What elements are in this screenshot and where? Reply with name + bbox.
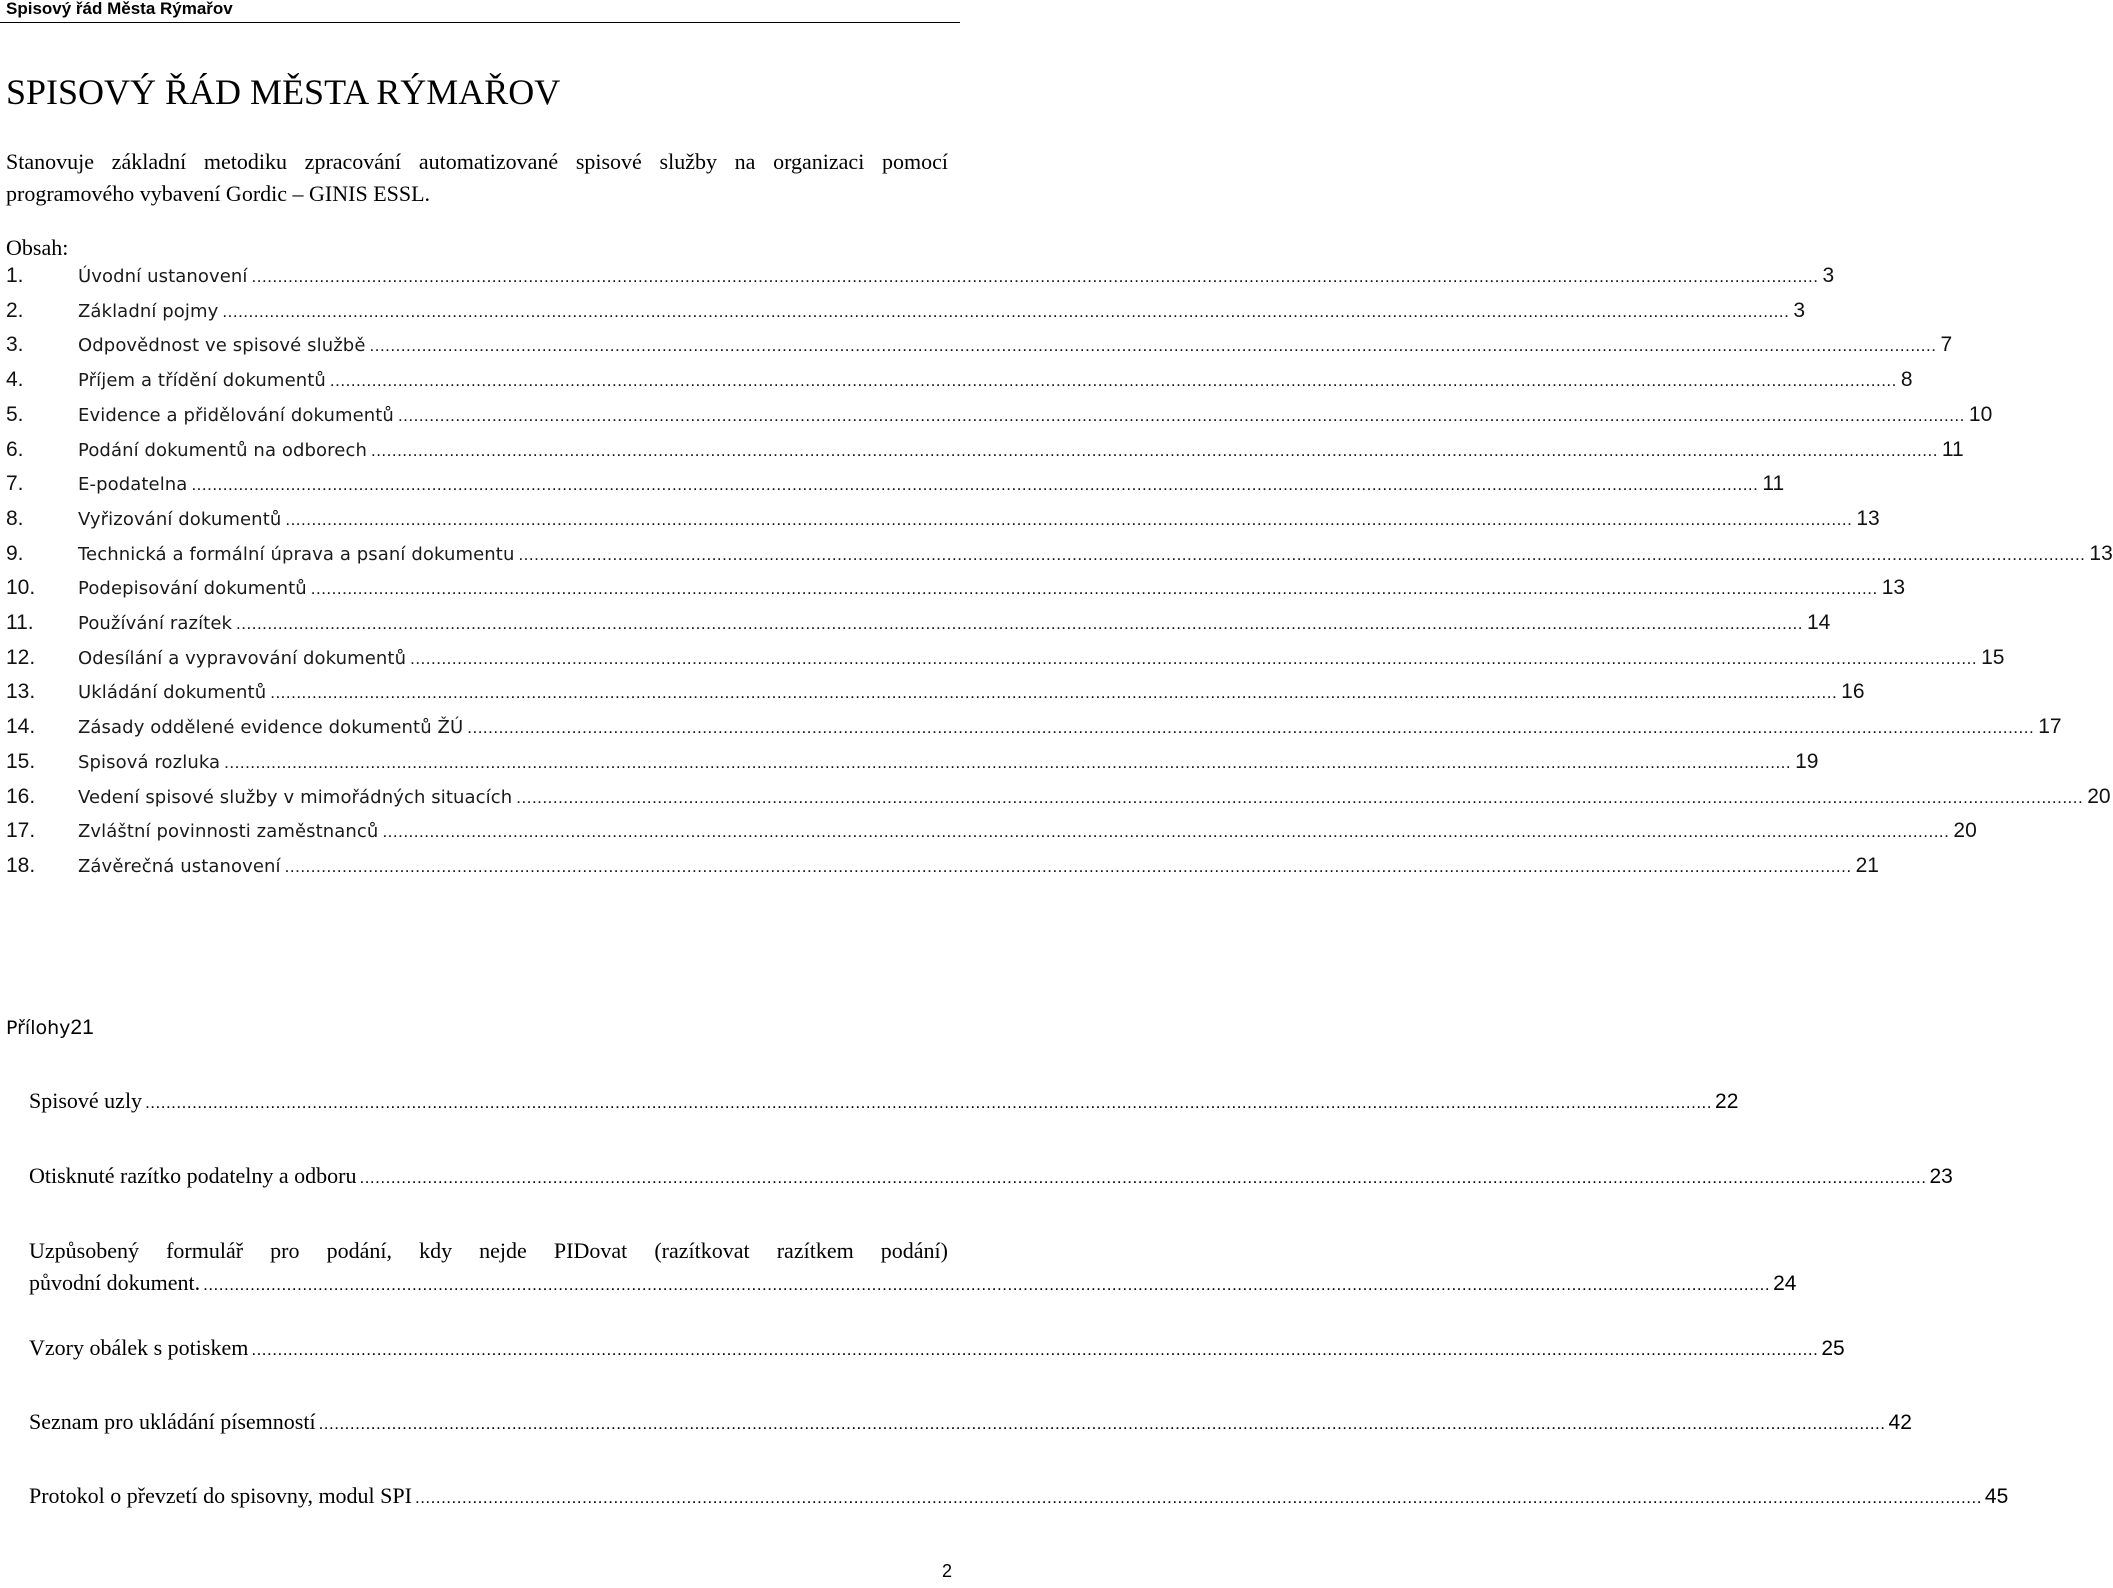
appendix-entry-title: Otisknuté razítko podatelny a odboru xyxy=(29,1163,357,1188)
toc-dot-leader: ............................................................................................................................................................................................................................................................................................................ xyxy=(516,788,2084,807)
toc-entry[interactable] xyxy=(6,850,1879,882)
toc-dot-leader: ............................................................................................................................................................................................................................................................................................................ xyxy=(382,822,1950,841)
toc-entry[interactable] xyxy=(6,815,1977,847)
header-rule xyxy=(0,22,960,23)
toc-entry[interactable] xyxy=(6,364,1913,396)
toc-entry[interactable] xyxy=(6,711,2062,743)
toc-entry-title: Vyřizování dokumentů xyxy=(78,509,282,530)
toc-entry-number: 11. xyxy=(6,611,34,634)
appendix-dot-leader: ............................................................................................................................................................................................................................................................................................................ xyxy=(318,1414,1886,1433)
toc-entry[interactable] xyxy=(6,781,2111,813)
toc-entry-page: 20 xyxy=(2087,785,2111,808)
appendix-entry-page: 24 xyxy=(1773,1272,1797,1295)
toc-entry[interactable] xyxy=(6,260,1835,292)
appendix-entry-title: Vzory obálek s potiskem xyxy=(29,1335,249,1360)
toc-entry-number: 18. xyxy=(6,854,36,877)
appendix-entry-title: Spisové uzly xyxy=(29,1088,143,1113)
toc-dot-leader: ............................................................................................................................................................................................................................................................................................................ xyxy=(369,336,1937,355)
toc-entry-page: 3 xyxy=(1822,264,1835,287)
toc-dot-leader: ............................................................................................................................................................................................................................................................................................................ xyxy=(370,441,1938,460)
toc-entry[interactable] xyxy=(6,468,1785,500)
toc-entry-title: Odesílání a vypravování dokumentů xyxy=(78,648,407,669)
toc-entry-title: E-podatelna xyxy=(78,474,188,495)
appendix-entry-page: 45 xyxy=(1984,1485,2009,1508)
toc-entry[interactable] xyxy=(6,329,1953,361)
appendix-dot-leader: ............................................................................................................................................................................................................................................................................................................ xyxy=(203,1275,1771,1294)
toc-entry-page: 14 xyxy=(1807,611,1831,634)
intro-paragraph: Stanovuje základní metodiku zpracování automatizované spisové služby na organizaci pomocí programového vybavení Gordic – GINIS ESSL. xyxy=(6,149,948,206)
toc-entry-number: 14. xyxy=(6,715,36,738)
appendix-entry[interactable] xyxy=(29,1480,2009,1514)
toc-entry-title: Spisová rozluka xyxy=(78,752,221,773)
appendix-entry[interactable] xyxy=(29,1406,1912,1440)
toc-entry-page: 19 xyxy=(1795,750,1819,773)
toc-entry-number: 2. xyxy=(6,299,24,322)
toc-entry-page: 17 xyxy=(2038,715,2062,738)
appendix-entry-page: 42 xyxy=(1888,1411,1912,1434)
appendix-entry[interactable] xyxy=(29,1235,1797,1301)
toc-entry-title: Základní pojmy xyxy=(78,301,219,322)
toc-entry-number: 15. xyxy=(6,750,36,773)
toc-entry[interactable] xyxy=(6,399,1993,431)
appendix-entry-title-line: Uzpůsobený formulář pro podání, kdy nejde PIDovat (razítkovat razítkem podání) xyxy=(29,1238,948,1263)
toc-entry-number: 10. xyxy=(6,576,36,599)
appendix-dot-leader: ............................................................................................................................................................................................................................................................................................................ xyxy=(359,1168,1927,1187)
toc-entry-page: 11 xyxy=(1941,438,1964,461)
toc-entry-title: Technická a formální úprava a psaní dokumentu xyxy=(78,544,515,565)
toc-entry-title: Podepisování dokumentů xyxy=(78,578,307,599)
appendix-entry[interactable] xyxy=(29,1160,1953,1194)
toc-dot-leader: ............................................................................................................................................................................................................................................................................................................ xyxy=(285,510,1853,529)
toc-entry-title: Zvláštní povinnosti zaměstnanců xyxy=(78,821,379,842)
appendix-entry-page: 23 xyxy=(1929,1165,1953,1188)
toc-entry-title: Ukládání dokumentů xyxy=(78,682,267,703)
appendix-entry-page: 25 xyxy=(1821,1337,1845,1360)
toc-entry-page: 3 xyxy=(1793,299,1806,322)
toc-entry-title: Podání dokumentů na odborech xyxy=(78,440,367,461)
toc-entry-number: 5. xyxy=(6,403,24,426)
toc-entry-number: 3. xyxy=(6,333,24,356)
toc-entry-title: Používání razítek xyxy=(78,613,233,634)
appendix-entry-page: 22 xyxy=(1715,1090,1739,1113)
toc-entry-title: Úvodní ustanovení xyxy=(78,266,248,287)
toc-entry-number: 17. xyxy=(6,819,36,842)
toc-entry-page: 21 xyxy=(1855,854,1879,877)
toc-entry-number: 1. xyxy=(6,264,24,287)
page-number: 2 xyxy=(941,1561,952,1581)
toc-dot-leader: ............................................................................................................................................................................................................................................................................................................ xyxy=(224,753,1792,772)
toc-entry-page: 20 xyxy=(1953,819,1977,842)
toc-entry[interactable] xyxy=(6,538,2113,570)
toc-dot-leader: ............................................................................................................................................................................................................................................................................................................ xyxy=(270,683,1838,702)
toc-entry[interactable] xyxy=(6,503,1880,535)
appendix-dot-leader: ............................................................................................................................................................................................................................................................................................................ xyxy=(251,1340,1819,1359)
toc-dot-leader: ............................................................................................................................................................................................................................................................................................................ xyxy=(191,475,1759,494)
toc-entry-page: 8 xyxy=(1900,368,1913,391)
toc-dot-leader: ............................................................................................................................................................................................................................................................................................................ xyxy=(284,857,1852,876)
toc-appendices-label: Přílohy xyxy=(6,1017,71,1039)
toc-entry[interactable] xyxy=(6,434,1964,466)
toc-entry[interactable] xyxy=(6,746,1819,778)
toc-entry-number: 9. xyxy=(6,542,24,565)
toc-entry-title: Odpovědnost ve spisové službě xyxy=(78,335,366,356)
toc-entry-page: 11 xyxy=(1762,472,1785,495)
toc-dot-leader: ............................................................................................................................................................................................................................................................................................................ xyxy=(310,579,1878,598)
toc-dot-leader: ............................................................................................................................................................................................................................................................................................................ xyxy=(467,718,2035,737)
document-title: SPISOVÝ ŘÁD MĚSTA RÝMAŘOV xyxy=(6,72,561,112)
toc-entry[interactable] xyxy=(6,295,1806,327)
toc-entry-page: 10 xyxy=(1968,403,1993,426)
toc-appendices-entry[interactable] xyxy=(6,1012,94,1046)
appendix-dot-leader: ............................................................................................................................................................................................................................................................................................................ xyxy=(414,1488,1982,1507)
toc-entry-number: 8. xyxy=(6,507,24,530)
toc-dot-leader: ............................................................................................................................................................................................................................................................................................................ xyxy=(236,614,1803,633)
toc-entry-title: Vedení spisové služby v mimořádných situacích xyxy=(78,787,513,808)
toc-dot-leader: ............................................................................................................................................................................................................................................................................................................ xyxy=(518,545,2086,564)
appendix-entry[interactable] xyxy=(29,1085,1739,1119)
toc-dot-leader: ............................................................................................................................................................................................................................................................................................................ xyxy=(410,649,1978,668)
appendix-entry-title: Seznam pro ukládání písemností xyxy=(29,1409,316,1434)
toc-entry[interactable] xyxy=(6,607,1831,639)
appendix-entry[interactable] xyxy=(29,1332,1845,1366)
toc-entry-number: 12. xyxy=(6,646,36,669)
running-header: Spisový řád Města Rýmařov xyxy=(6,0,233,18)
toc-entry-number: 7. xyxy=(6,472,24,495)
toc-entry-number: 4. xyxy=(6,368,24,391)
toc-entry-page: 13 xyxy=(1881,576,1906,599)
toc-heading: Obsah: xyxy=(6,235,69,260)
toc-entry[interactable] xyxy=(6,572,1906,604)
appendix-entry-title: Protokol o převzetí do spisovny, modul SPI xyxy=(29,1483,412,1508)
toc-entry-page: 13 xyxy=(2089,542,2113,565)
toc-entry-page: 16 xyxy=(1841,680,1865,703)
toc-entry-title: Příjem a třídění dokumentů xyxy=(78,370,326,391)
toc-dot-leader: ............................................................................................................................................................................................................................................................................................................ xyxy=(397,406,1965,425)
toc-dot-leader: ............................................................................................................................................................................................................................................................................................................ xyxy=(251,267,1819,286)
toc-entry[interactable] xyxy=(6,676,1865,708)
toc-appendices-page: 21 xyxy=(70,1016,94,1039)
toc-dot-leader: ............................................................................................................................................................................................................................................................................................................ xyxy=(329,371,1897,390)
toc-entry-page: 7 xyxy=(1940,333,1953,356)
toc-entry-number: 16. xyxy=(6,785,36,808)
toc-entry-number: 6. xyxy=(6,438,24,461)
toc-entry-page: 15 xyxy=(1981,646,2005,669)
toc-dot-leader: ............................................................................................................................................................................................................................................................................................................ xyxy=(222,302,1790,321)
toc-entry[interactable] xyxy=(6,642,2005,674)
toc-entry-title: Závěrečná ustanovení xyxy=(78,856,281,877)
appendix-dot-leader: ............................................................................................................................................................................................................................................................................................................ xyxy=(145,1093,1713,1112)
toc-entry-number: 13. xyxy=(6,680,36,703)
toc-entry-page: 13 xyxy=(1856,507,1880,530)
toc-entry-title: Zásady oddělené evidence dokumentů ŽÚ xyxy=(78,717,464,738)
appendix-entry-title: původní dokument. xyxy=(29,1270,201,1295)
toc-entry-title: Evidence a přidělování dokumentů xyxy=(78,405,394,426)
